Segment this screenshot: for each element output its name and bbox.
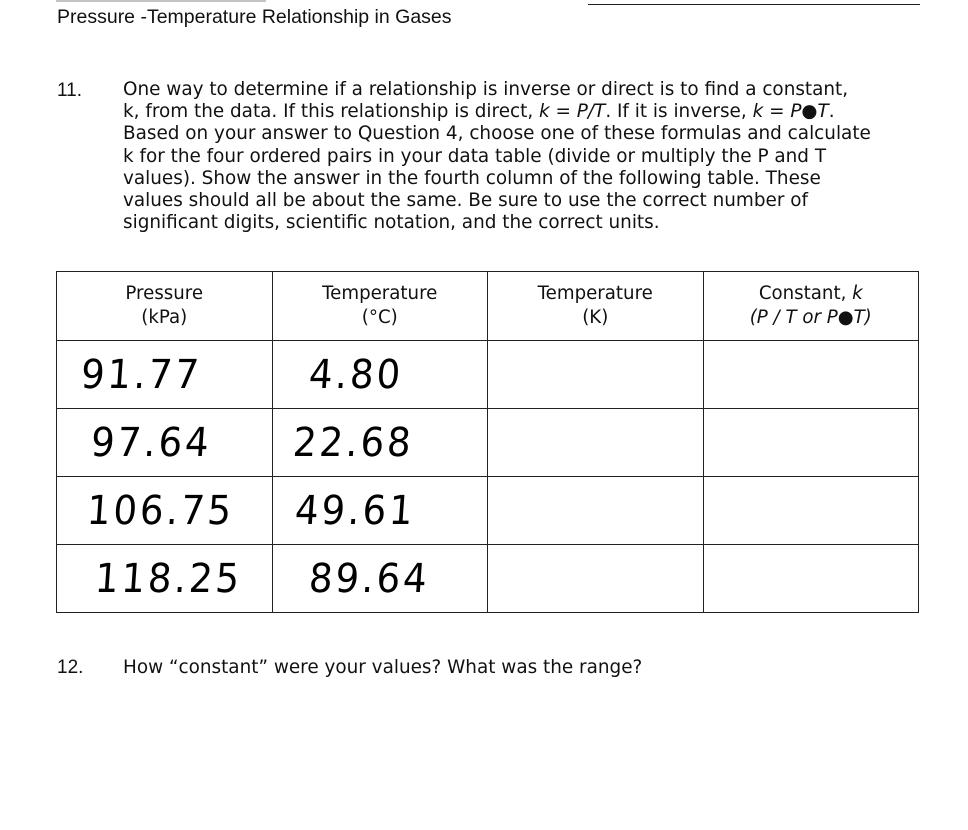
cell-temperature-k[interactable] xyxy=(488,477,704,545)
header-constant-formula-text: (P / T or P●T) xyxy=(749,307,872,328)
cell-constant[interactable] xyxy=(703,409,919,477)
header-pressure-unit: (kPa) xyxy=(141,307,188,328)
table-row xyxy=(57,341,919,409)
header-constant-label-text: Constant, xyxy=(758,283,853,304)
cell-temperature-c[interactable] xyxy=(272,409,488,477)
question-11-line-7: significant digits, scientific notation, and the correct units. xyxy=(123,212,660,234)
question-11-line-2 xyxy=(123,101,968,123)
cell-pressure[interactable] xyxy=(57,409,273,477)
question-11-line-2-mid: . If it is inverse, xyxy=(605,101,753,123)
cell-temperature-k[interactable] xyxy=(488,341,704,409)
question-12-number: 12. xyxy=(57,657,84,678)
handwritten-temperature-c: 4.80 xyxy=(306,351,405,398)
question-11-line-3: Based on your answer to Question 4, choose one of these formulas and calculate xyxy=(123,123,871,145)
handwritten-pressure: 91.77 xyxy=(79,351,204,398)
question-11-number: 11. xyxy=(57,80,83,101)
question-11-line-2-lead: k, from the data. If this relationship is direct, xyxy=(123,101,540,123)
page-title: Pressure -Temperature Relationship in Gases xyxy=(57,6,452,28)
cell-temperature-k[interactable] xyxy=(488,545,704,613)
cell-pressure[interactable] xyxy=(57,477,273,545)
table-row xyxy=(57,409,919,477)
cell-constant[interactable] xyxy=(703,341,919,409)
header-constant-label xyxy=(704,282,919,306)
handwritten-pressure: 97.64 xyxy=(89,419,214,466)
header-temperature-k xyxy=(488,272,704,341)
handwritten-temperature-c: 22.68 xyxy=(290,419,415,466)
question-12-text: How “constant” were your values? What was the range? xyxy=(123,657,643,678)
question-11-line-5: values). Show the answer in the fourth column of the following table. These xyxy=(123,167,821,189)
header-pressure xyxy=(57,272,273,341)
data-table xyxy=(56,271,919,613)
handwritten-pressure: 118.25 xyxy=(93,555,244,602)
handwritten-temperature-c: 49.61 xyxy=(292,487,417,534)
cell-temperature-c[interactable] xyxy=(272,545,488,613)
table-row xyxy=(57,477,919,545)
question-11-line-1: One way to determine if a relationship is inverse or direct is to find a constant, xyxy=(123,79,849,100)
header-constant-k: k xyxy=(852,283,863,304)
question-11-line-6: values should all be about the same. Be sure to use the correct number of xyxy=(123,190,808,212)
header-temperature-c-unit: (°C) xyxy=(361,307,398,328)
header-temperature-c-label: Temperature xyxy=(322,283,438,304)
table-row xyxy=(57,545,919,613)
cell-temperature-k[interactable] xyxy=(488,409,704,477)
header-pressure-label: Pressure xyxy=(125,283,204,304)
question-11-text xyxy=(123,79,968,234)
header-temperature-k-label: Temperature xyxy=(537,283,653,304)
cell-pressure[interactable] xyxy=(57,545,273,613)
question-11-line-4: k for the four ordered pairs in your data table (divide or multiply the P and T xyxy=(123,145,827,167)
cell-constant[interactable] xyxy=(703,477,919,545)
question-11-line-2-end: . xyxy=(828,101,835,123)
name-blank-line xyxy=(588,4,920,5)
inverse-formula: k = P●T xyxy=(752,101,829,123)
header-temperature-k-unit: (K) xyxy=(582,307,609,328)
handwritten-temperature-c: 89.64 xyxy=(306,555,431,602)
cell-constant[interactable] xyxy=(703,545,919,613)
direct-formula: k = P/T xyxy=(539,101,606,123)
handwritten-pressure: 106.75 xyxy=(85,487,236,534)
cell-temperature-c[interactable] xyxy=(272,341,488,409)
header-temperature-c xyxy=(272,272,488,341)
cell-temperature-c[interactable] xyxy=(272,477,488,545)
header-constant-formula xyxy=(704,306,919,330)
cell-pressure[interactable] xyxy=(57,341,273,409)
table-header-row xyxy=(57,272,919,341)
header-constant xyxy=(703,272,919,341)
